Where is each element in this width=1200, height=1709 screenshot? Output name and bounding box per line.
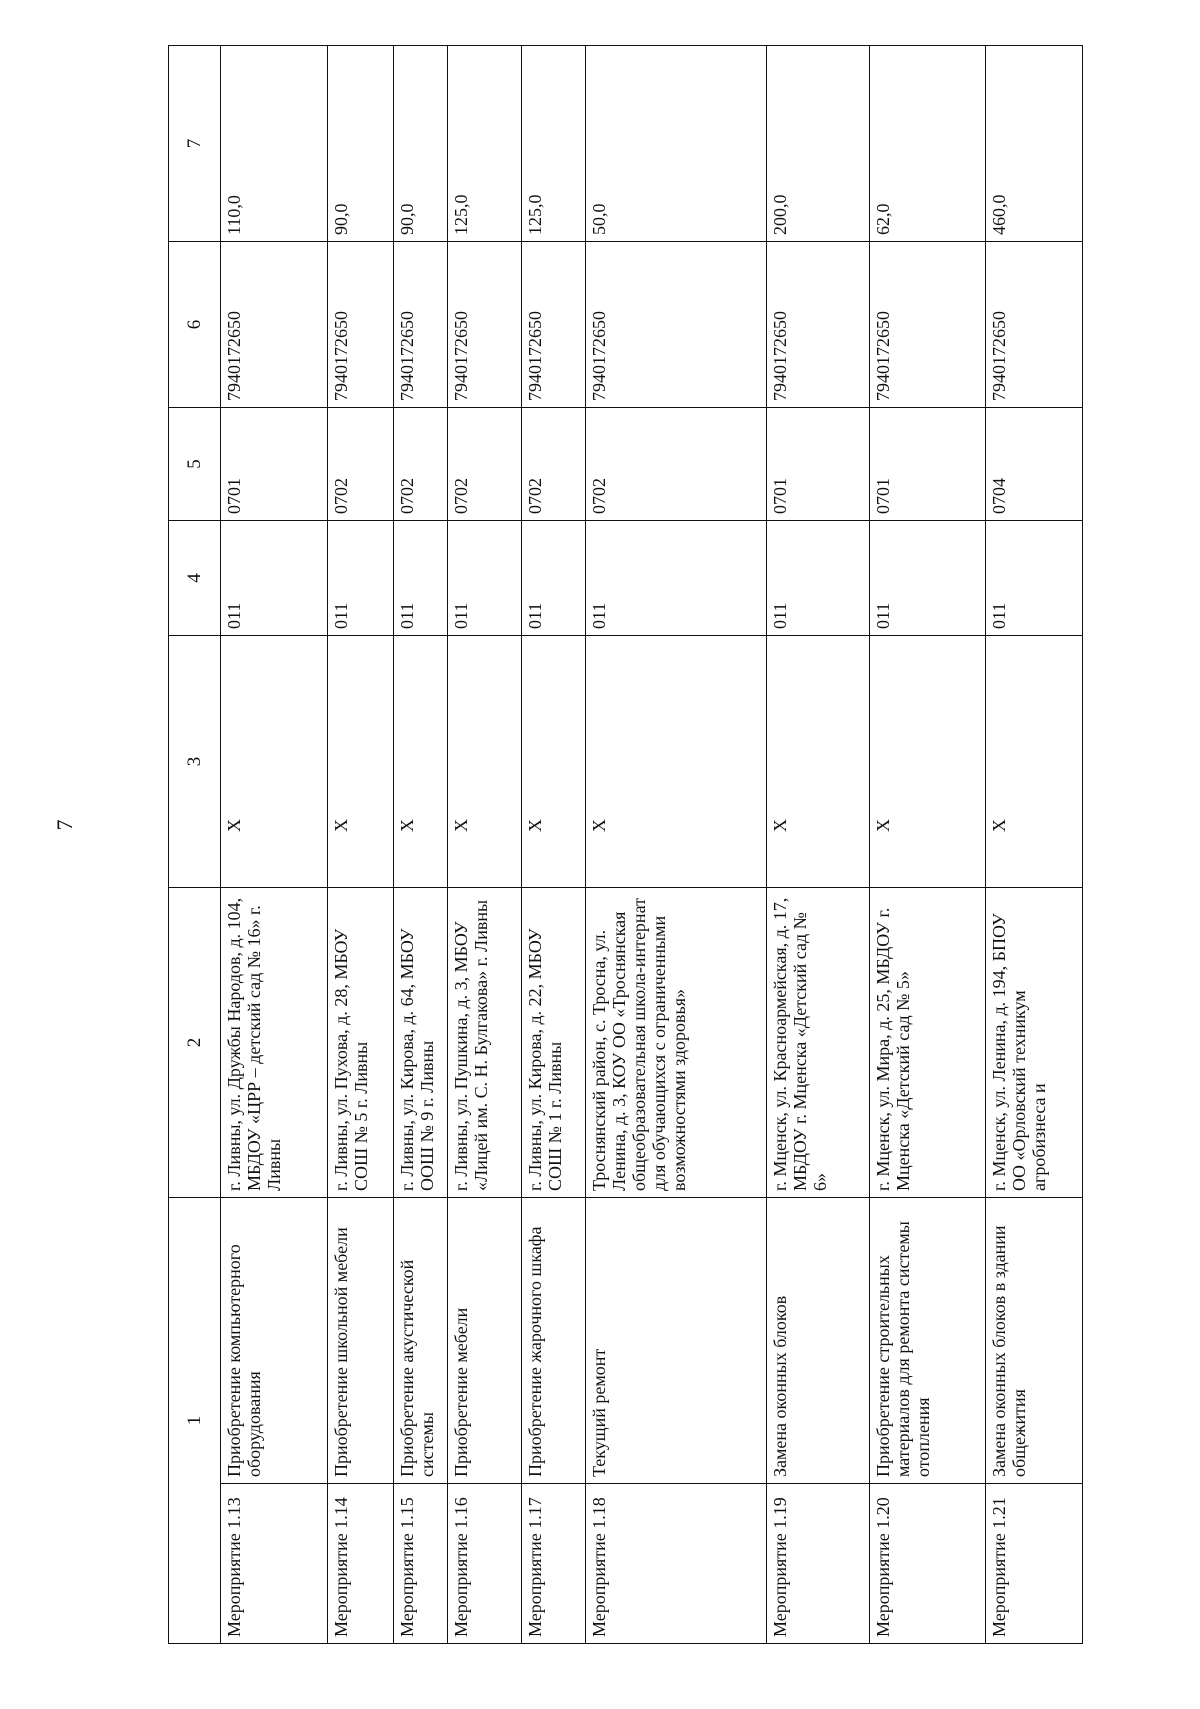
table-row <box>448 46 522 1644</box>
amount: 90,0 <box>328 46 394 242</box>
event-id: Мероприятие 1.15 <box>394 1484 448 1644</box>
code-col-5: 0702 <box>328 408 394 521</box>
table-row <box>586 46 767 1644</box>
event-place: Троснянский район, с. Тросна, ул. Ленина, д. 3, КОУ ОО «Троснянская общеобразовательная школа-интернат для обучающихся с ограниченными возможностями здоровья» <box>586 888 767 1198</box>
code-col-5: 0702 <box>394 408 448 521</box>
cross-mark: Х <box>221 636 328 888</box>
code-col-6: 7940172650 <box>448 242 522 408</box>
event-place: г. Мценск, ул. Красноармейская, д. 17, МБДОУ г. Мценска «Детский сад № 6» <box>767 888 870 1198</box>
cross-mark: Х <box>767 636 870 888</box>
amount: 125,0 <box>448 46 522 242</box>
event-id: Мероприятие 1.17 <box>522 1484 586 1644</box>
header-col-3: 3 <box>169 636 221 888</box>
event-id: Мероприятие 1.19 <box>767 1484 870 1644</box>
table-row <box>986 46 1083 1644</box>
amount: 110,0 <box>221 46 328 242</box>
code-col-4: 011 <box>767 521 870 636</box>
event-name: Замена оконных блоков <box>767 1198 870 1484</box>
event-name: Приобретение акустической системы <box>394 1198 448 1484</box>
code-col-4: 011 <box>870 521 986 636</box>
header-col-6: 6 <box>169 242 221 408</box>
code-col-5: 0702 <box>448 408 522 521</box>
cross-mark: Х <box>522 636 586 888</box>
header-col-5: 5 <box>169 408 221 521</box>
amount: 90,0 <box>394 46 448 242</box>
code-col-6: 7940172650 <box>767 242 870 408</box>
code-col-6: 7940172650 <box>221 242 328 408</box>
event-name: Текущий ремонт <box>586 1198 767 1484</box>
event-name: Приобретение мебели <box>448 1198 522 1484</box>
header-col-2: 2 <box>169 888 221 1198</box>
code-col-5: 0702 <box>586 408 767 521</box>
event-place: г. Ливны, ул. Кирова, д. 64, МБОУ ООШ № 9 г. Ливны <box>394 888 448 1198</box>
code-col-4: 011 <box>986 521 1083 636</box>
code-col-4: 011 <box>586 521 767 636</box>
cross-mark: Х <box>870 636 986 888</box>
code-col-5: 0701 <box>221 408 328 521</box>
code-col-6: 7940172650 <box>522 242 586 408</box>
code-col-5: 0701 <box>767 408 870 521</box>
cross-mark: Х <box>986 636 1083 888</box>
event-id: Мероприятие 1.16 <box>448 1484 522 1644</box>
event-place: г. Ливны, ул. Пухова, д. 28, МБОУ СОШ № 5 г. Ливны <box>328 888 394 1198</box>
event-id: Мероприятие 1.20 <box>870 1484 986 1644</box>
event-place: г. Мценск, ул. Мира, д. 25, МБДОУ г. Мценска «Детский сад № 5» <box>870 888 986 1198</box>
amount: 62,0 <box>870 46 986 242</box>
header-row <box>169 46 221 1644</box>
code-col-4: 011 <box>221 521 328 636</box>
amount: 125,0 <box>522 46 586 242</box>
code-col-6: 7940172650 <box>586 242 767 408</box>
code-col-6: 7940172650 <box>870 242 986 408</box>
event-place: г. Мценск, ул. Ленина, д. 194, БПОУ ОО «Орловский техникум агробизнеса и <box>986 888 1083 1198</box>
code-col-4: 011 <box>522 521 586 636</box>
code-col-4: 011 <box>448 521 522 636</box>
code-col-4: 011 <box>328 521 394 636</box>
event-name: Приобретение жарочного шкафа <box>522 1198 586 1484</box>
code-col-6: 7940172650 <box>986 242 1083 408</box>
table-row <box>767 46 870 1644</box>
amount: 200,0 <box>767 46 870 242</box>
event-name: Приобретение строительных материалов для ремонта системы отопления <box>870 1198 986 1484</box>
header-col-4: 4 <box>169 521 221 636</box>
code-col-5: 0701 <box>870 408 986 521</box>
event-id: Мероприятие 1.14 <box>328 1484 394 1644</box>
rotated-table-container <box>168 46 1082 1644</box>
event-name: Приобретение компьютерного оборудования <box>221 1198 328 1484</box>
code-col-5: 0702 <box>522 408 586 521</box>
event-place: г. Ливны, ул. Кирова, д. 22, МБОУ СОШ № 1 г. Ливны <box>522 888 586 1198</box>
event-place: г. Ливны, ул. Дружбы Народов, д. 104, МБДОУ «ЦРР – детский сад № 16» г. Ливны <box>221 888 328 1198</box>
cross-mark: Х <box>328 636 394 888</box>
table-row <box>328 46 394 1644</box>
code-col-5: 0704 <box>986 408 1083 521</box>
cross-mark: Х <box>394 636 448 888</box>
code-col-4: 011 <box>394 521 448 636</box>
code-col-6: 7940172650 <box>394 242 448 408</box>
page-number: 7 <box>52 819 77 831</box>
amount: 50,0 <box>586 46 767 242</box>
code-col-6: 7940172650 <box>328 242 394 408</box>
event-name: Приобретение школьной мебели <box>328 1198 394 1484</box>
event-id: Мероприятие 1.13 <box>221 1484 328 1644</box>
table-row <box>221 46 328 1644</box>
event-place: г. Ливны, ул. Пушкина, д. 3, МБОУ «Лицей им. С. Н. Булгакова» г. Ливны <box>448 888 522 1198</box>
header-col-7: 7 <box>169 46 221 242</box>
table-row <box>394 46 448 1644</box>
amount: 460,0 <box>986 46 1083 242</box>
event-id: Мероприятие 1.21 <box>986 1484 1083 1644</box>
table-row <box>522 46 586 1644</box>
event-name: Замена оконных блоков в здании общежития <box>986 1198 1083 1484</box>
cross-mark: Х <box>448 636 522 888</box>
budget-table <box>168 45 1083 1644</box>
cross-mark: Х <box>586 636 767 888</box>
event-id: Мероприятие 1.18 <box>586 1484 767 1644</box>
header-col-1: 1 <box>169 1198 221 1644</box>
table-row <box>870 46 986 1644</box>
